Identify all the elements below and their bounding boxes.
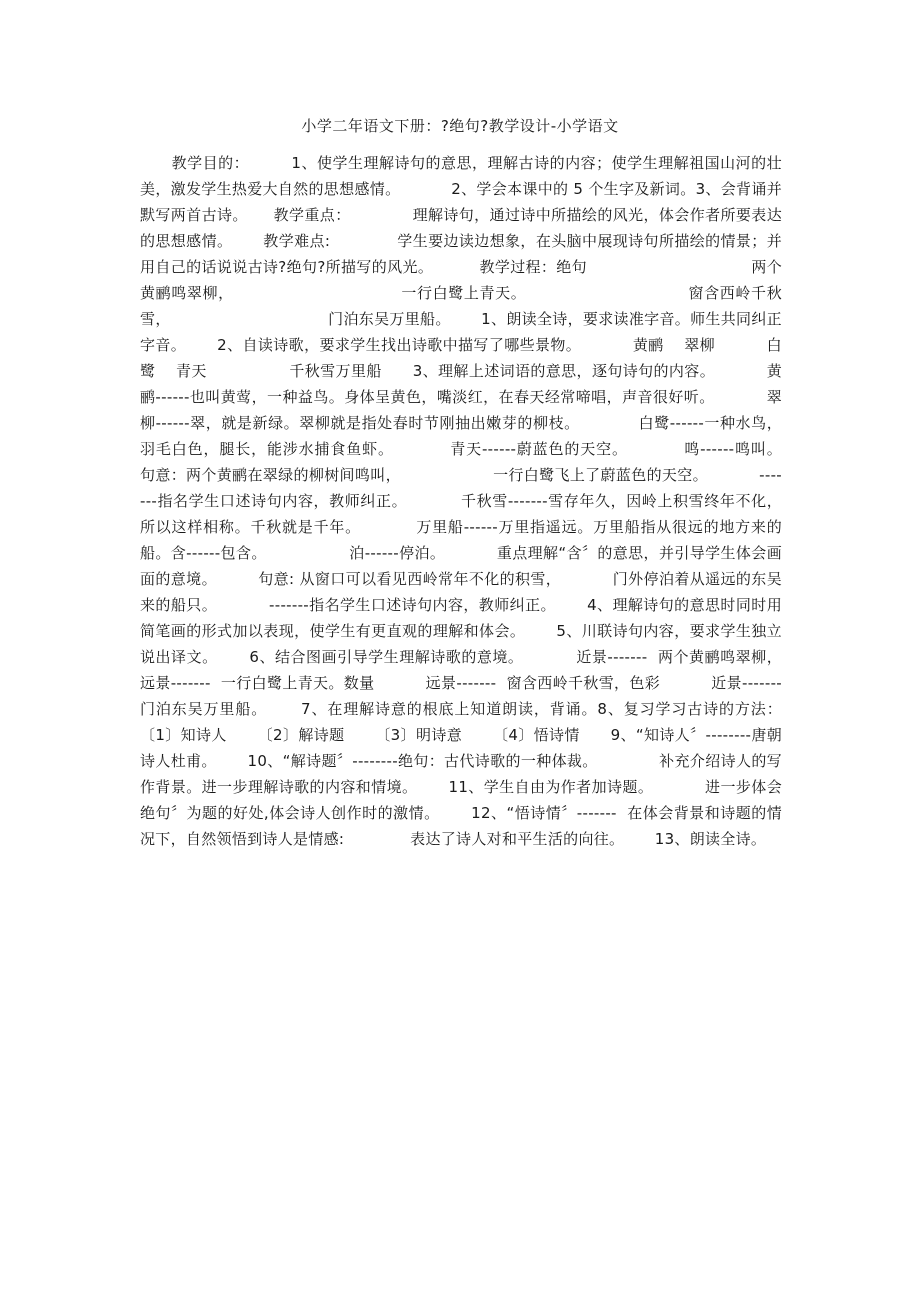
document-title: 小学二年语文下册：?绝句?教学设计-小学语文 [301, 117, 619, 135]
document-body: 教学目的： 1、使学生理解诗句的意思，理解古诗的内容；使学生理解祖国山河的壮美，激发学生热爱大自然的思想感情。 2、学会本课中的 5 个生字及新词。3、会背诵并默写两首古诗。 教学重点： 理解诗句，通过诗中所描绘的风光，体会作者所要表达的思想感情。 教学难点: 学生要边读边想象，在头脑中展现诗句所描绘的情景；并用自己的话说说古诗?绝句?所描写的风光。 教学过程：绝句 两个黄鹂鸣翠柳， 一行白鹭上青天。 窗含西岭千秋雪， 门泊东吴万里船。 1、朗读全诗，要求读准字音。师生共同纠正字音。 2、自读诗歌，要求学生找出诗歌中描写了哪些景物。 黄鹂 翠柳 白鹭 青天 千秋雪万里船 3、理解上述词语的意思，逐句诗句的内容。 黄鹂------也叫黄莺，一种益鸟。身体呈黄色，嘴淡红，在春天经常啼唱，声音很好听。 翠柳------翠，就是新绿。翠柳就是指处春时节刚抽出嫩芽的柳枝。 白鹭------一种水鸟，羽毛白色，腿长，能涉水捕食鱼虾。 青天------蔚蓝色的天空。 鸣------鸣叫。 句意：两个黄鹂在翠绿的柳树间鸣叫， 一行白鹭飞上了蔚蓝色的天空。 -------指名学生口述诗句内容，教师纠正。 千秋雪-------雪存年久，因岭上积雪终年不化，所以这样相称。千秋就是千年。 万里船------万里指遥远。万里船指从很远的地方来的船。含------包含。 泊------停泊。 重点理解“含〞的意思，并引导学生体会画面的意境。 句意: 从窗口可以看见西岭常年不化的积雪， 门外停泊着从遥远的东吴来的船只。 -------指名学生口述诗句内容，教师纠正。 4、理解诗句的意思时同时用简笔画的形式加以表现，使学生有更直观的理解和体会。 5、川联诗句内容，要求学生独立说出译文。 6、结合图画引导学生理解诗歌的意境。 近景------- 两个黄鹂鸣翠柳， 远景------- 一行白鹭上青天。数量 远景------- 窗含西岭千秋雪，色彩 近景------- 门泊东吴万里船。 7、在理解诗意的根底上知道朗读，背诵。8、复习学习古诗的方法： 〔1〕知诗人 〔2〕解诗题 〔3〕明诗意 〔4〕悟诗情 9、“知诗人〞--------唐朝诗人杜甫。 10、“解诗题〞--------绝句：古代诗歌的一种体裁。 补充介绍诗人的写作背景。进一步理解诗歌的内容和情境。 11、学生自由为作者加诗题。 进一步体会绝句〞为题的好处,体会诗人创作时的激情。 12、“悟诗情〞------- 在体会背景和诗题的情况下，自然领悟到诗人是情感: 表达了诗人对和平生活的向往。 13、朗读全诗。 [140, 154, 833, 848]
